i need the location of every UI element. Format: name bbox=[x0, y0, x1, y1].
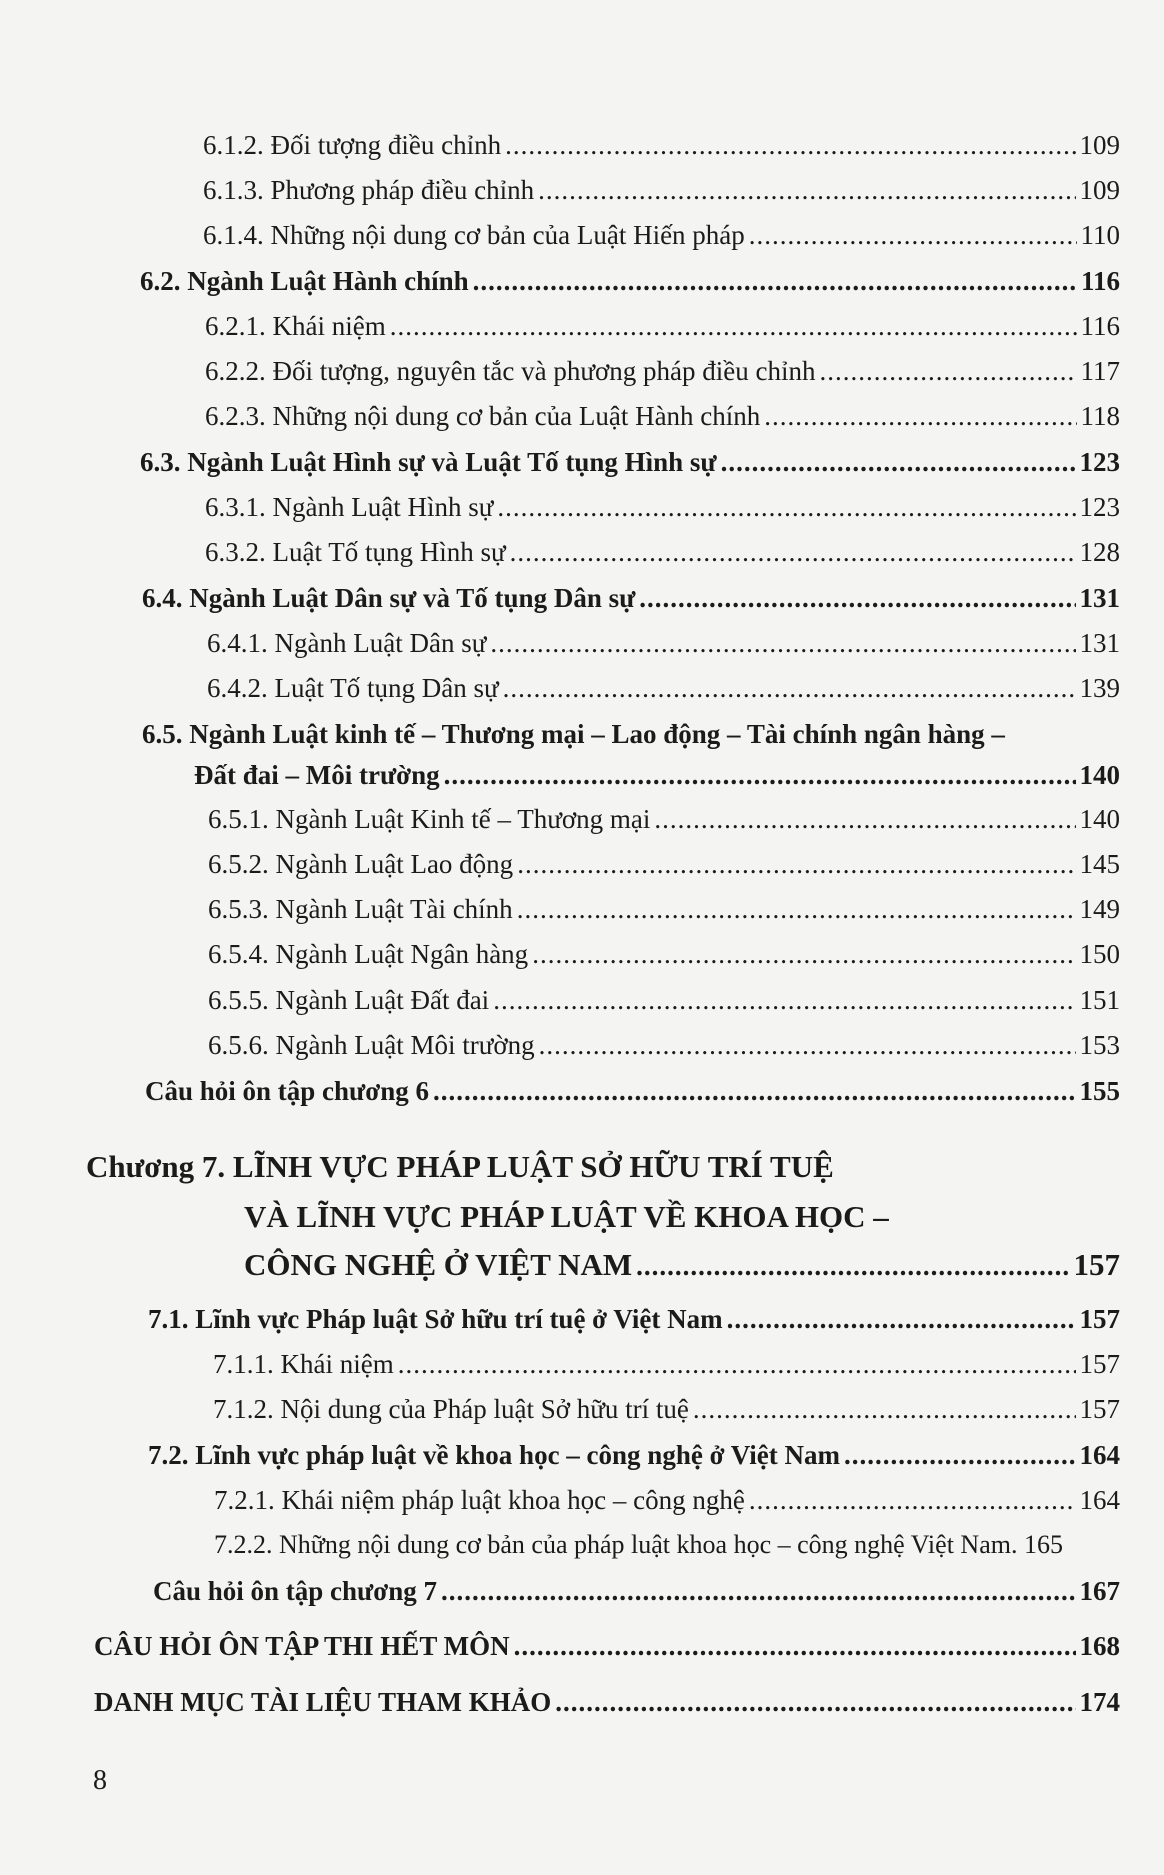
leader-dots bbox=[749, 1482, 1076, 1518]
toc-entry-page: 150 bbox=[1079, 939, 1120, 969]
toc-entry-page: 139 bbox=[1079, 673, 1120, 703]
toc-entry-title: Đất đai – Môi trường bbox=[194, 760, 440, 790]
toc-entry bbox=[145, 1073, 1120, 1109]
leader-dots bbox=[398, 1346, 1076, 1382]
toc-entry-title: 6.4.1. Ngành Luật Dân sự bbox=[207, 628, 487, 658]
leader-dots bbox=[819, 353, 1076, 389]
chapter-7-title-line2: VÀ LĨNH VỰC PHÁP LUẬT VỀ KHOA HỌC – bbox=[244, 1199, 889, 1234]
toc-entry-title: 6.5.3. Ngành Luật Tài chính bbox=[208, 894, 513, 924]
leader-dots bbox=[517, 846, 1075, 882]
toc-entry-title: 7.2.1. Khái niệm pháp luật khoa học – công nghệ bbox=[214, 1485, 745, 1515]
toc-entry-title: 6.2. Ngành Luật Hành chính bbox=[140, 266, 469, 296]
leader-dots bbox=[749, 217, 1077, 253]
toc-entry bbox=[94, 1684, 1120, 1720]
leader-dots bbox=[764, 398, 1076, 434]
toc-entry-title: 7.1.1. Khái niệm bbox=[213, 1349, 394, 1379]
toc-item-7-2-2: 7.2.2. Những nội dung cơ bản của pháp luật khoa học – công nghệ Việt Nam. 165 bbox=[214, 1530, 1063, 1559]
toc-entry-page: 128 bbox=[1079, 537, 1120, 567]
toc-entry-page: 167 bbox=[1079, 1576, 1120, 1606]
toc-entry-page: 117 bbox=[1080, 356, 1120, 386]
toc-entry-title: 6.1.2. Đối tượng điều chỉnh bbox=[203, 130, 502, 160]
toc-entry-title: Câu hỏi ôn tập chương 6 bbox=[145, 1076, 429, 1106]
toc-entry-page: 168 bbox=[1079, 1631, 1120, 1661]
toc-entry-page: 140 bbox=[1079, 804, 1120, 834]
toc-entry-title: 6.3.1. Ngành Luật Hình sự bbox=[205, 492, 494, 522]
toc-entry-title: 6.1.4. Những nội dung cơ bản của Luật Hiến pháp bbox=[203, 220, 745, 250]
toc-entry-page: 123 bbox=[1079, 492, 1120, 522]
chapter-7-title-line3 bbox=[244, 1245, 1120, 1286]
toc-entry bbox=[214, 1482, 1120, 1518]
leader-dots bbox=[473, 263, 1077, 299]
toc-entry-title: 6.3.2. Luật Tố tụng Hình sự bbox=[205, 537, 506, 567]
leader-dots bbox=[510, 534, 1076, 570]
leader-dots bbox=[539, 1027, 1076, 1063]
toc-entry bbox=[213, 1346, 1120, 1382]
toc-entry-page: 110 bbox=[1080, 220, 1120, 250]
leader-dots bbox=[514, 1628, 1076, 1664]
toc-entry-page: 164 bbox=[1079, 1440, 1120, 1470]
toc-entry-page: 140 bbox=[1079, 760, 1120, 790]
toc-entry-page: 109 bbox=[1079, 175, 1120, 205]
toc-entry bbox=[208, 982, 1120, 1018]
page-number: 8 bbox=[93, 1765, 107, 1796]
toc-entry bbox=[140, 263, 1120, 299]
leader-dots bbox=[639, 580, 1075, 616]
leader-dots bbox=[497, 489, 1075, 525]
chapter-7-title-text: CÔNG NGHỆ Ở VIỆT NAM bbox=[244, 1247, 633, 1282]
toc-entry-title: 6.3. Ngành Luật Hình sự và Luật Tố tụng Hình sự bbox=[140, 447, 717, 477]
toc-entry-title: 6.5.5. Ngành Luật Đất đai bbox=[208, 985, 490, 1015]
leader-dots bbox=[490, 625, 1075, 661]
leader-dots bbox=[493, 982, 1075, 1018]
toc-entry-page: 131 bbox=[1079, 583, 1120, 613]
toc-entry-page: 118 bbox=[1080, 401, 1120, 431]
toc-entry-page: 145 bbox=[1079, 849, 1120, 879]
toc-entry bbox=[208, 891, 1120, 927]
toc-entry bbox=[153, 1573, 1120, 1609]
toc-entry-title: 6.5.6. Ngành Luật Môi trường bbox=[208, 1030, 535, 1060]
toc-entry-title: 6.4.2. Luật Tố tụng Dân sự bbox=[207, 673, 499, 703]
toc-entry-page: 174 bbox=[1079, 1687, 1120, 1717]
toc-entry-page: 157 bbox=[1079, 1304, 1120, 1334]
leader-dots bbox=[636, 1246, 1069, 1286]
toc-entry-page: 157 bbox=[1079, 1394, 1120, 1424]
leader-dots bbox=[555, 1684, 1075, 1720]
chapter-7-title-line1: Chương 7. LĨNH VỰC PHÁP LUẬT SỞ HỮU TRÍ TUỆ bbox=[86, 1149, 834, 1184]
toc-entry-title: 7.1.2. Nội dung của Pháp luật Sở hữu trí tuệ bbox=[213, 1394, 689, 1424]
toc-entry-page: 123 bbox=[1079, 447, 1120, 477]
toc-entry-title: CÂU HỎI ÔN TẬP THI HẾT MÔN bbox=[94, 1631, 510, 1661]
toc-entry-page: 116 bbox=[1080, 266, 1120, 296]
toc-entry bbox=[194, 757, 1120, 793]
leader-dots bbox=[532, 936, 1075, 972]
toc-entry bbox=[208, 1027, 1120, 1063]
toc-entry bbox=[208, 801, 1120, 837]
toc-entry bbox=[94, 1628, 1120, 1664]
toc-entry-page: 153 bbox=[1079, 1030, 1120, 1060]
toc-entry bbox=[213, 1391, 1120, 1427]
leader-dots bbox=[505, 127, 1075, 163]
toc-entry bbox=[140, 444, 1120, 480]
toc-entry-title: 6.5.1. Ngành Luật Kinh tế – Thương mại bbox=[208, 804, 651, 834]
toc-entry bbox=[205, 489, 1120, 525]
toc-entry bbox=[205, 534, 1120, 570]
toc-entry bbox=[205, 308, 1120, 344]
toc-entry-title: 6.2.1. Khái niệm bbox=[205, 311, 386, 341]
leader-dots bbox=[390, 308, 1077, 344]
toc-entry bbox=[203, 217, 1120, 253]
chapter-7-page: 157 bbox=[1073, 1247, 1120, 1282]
toc-entry-title: Câu hỏi ôn tập chương 7 bbox=[153, 1576, 437, 1606]
toc-entry-title: 6.4. Ngành Luật Dân sự và Tố tụng Dân sự bbox=[142, 583, 636, 613]
toc-entry bbox=[148, 1437, 1120, 1473]
leader-dots bbox=[444, 757, 1076, 793]
toc-entry-title: 6.5.4. Ngành Luật Ngân hàng bbox=[208, 939, 529, 969]
toc-entry-page: 164 bbox=[1079, 1485, 1120, 1515]
toc-entry-page: 131 bbox=[1079, 628, 1120, 658]
toc-entry bbox=[207, 625, 1120, 661]
toc-entry-title: 7.1. Lĩnh vực Pháp luật Sở hữu trí tuệ ở Việt Nam bbox=[148, 1304, 723, 1334]
leader-dots bbox=[433, 1073, 1076, 1109]
leader-dots bbox=[517, 891, 1076, 927]
leader-dots bbox=[727, 1301, 1076, 1337]
toc-entry bbox=[203, 127, 1120, 163]
toc-entry bbox=[203, 172, 1120, 208]
leader-dots bbox=[693, 1391, 1076, 1427]
toc-entry bbox=[208, 936, 1120, 972]
toc-entry-title: 6.2.2. Đối tượng, nguyên tắc và phương pháp điều chỉnh bbox=[205, 356, 816, 386]
toc-entry bbox=[205, 398, 1120, 434]
toc-entry-title: DANH MỤC TÀI LIỆU THAM KHẢO bbox=[94, 1687, 552, 1717]
toc-entry-title: 6.1.3. Phương pháp điều chỉnh bbox=[203, 175, 535, 205]
leader-dots bbox=[654, 801, 1075, 837]
toc-section-6-5-line1: 6.5. Ngành Luật kinh tế – Thương mại – Lao động – Tài chính ngân hàng – bbox=[142, 719, 1005, 749]
toc-entry-page: 157 bbox=[1079, 1349, 1120, 1379]
toc-entry-title: 6.2.3. Những nội dung cơ bản của Luật Hành chính bbox=[205, 401, 761, 431]
toc-entry-page: 149 bbox=[1079, 894, 1120, 924]
leader-dots bbox=[503, 670, 1076, 706]
toc-entry-title: 6.5.2. Ngành Luật Lao động bbox=[208, 849, 514, 879]
toc-entry bbox=[148, 1301, 1120, 1337]
leader-dots bbox=[441, 1573, 1076, 1609]
toc-entry bbox=[207, 670, 1120, 706]
leader-dots bbox=[721, 444, 1076, 480]
toc-entry-title: 7.2. Lĩnh vực pháp luật về khoa học – công nghệ ở Việt Nam bbox=[148, 1440, 840, 1470]
toc-entry-page: 155 bbox=[1079, 1076, 1120, 1106]
toc-entry-page: 116 bbox=[1080, 311, 1120, 341]
leader-dots bbox=[844, 1437, 1076, 1473]
toc-entry bbox=[142, 580, 1120, 616]
toc-entry-page: 151 bbox=[1079, 985, 1120, 1015]
leader-dots bbox=[538, 172, 1075, 208]
toc-entry bbox=[205, 353, 1120, 389]
toc-entry bbox=[208, 846, 1120, 882]
toc-entry-page: 109 bbox=[1079, 130, 1120, 160]
